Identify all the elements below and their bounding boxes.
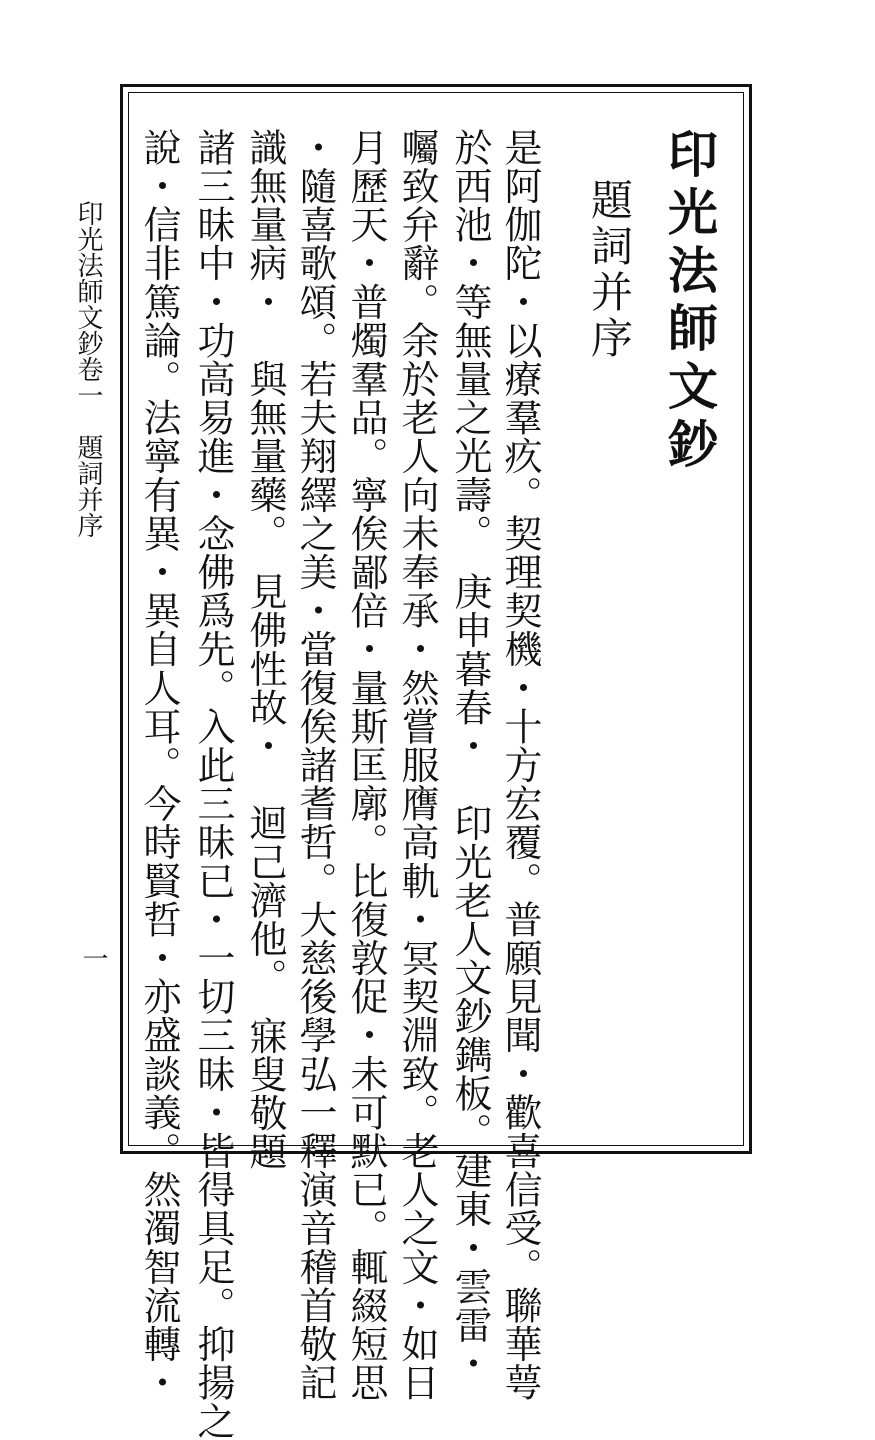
text-column: 於西池・等無量之光壽。 庚申暮春・ 印光老人文鈔鐫板。建東・雲雷・: [448, 128, 492, 1383]
text-column: 識無量病・ 與無量藥。 見佛性故・ 迴己濟他。 寐叟敬題: [243, 128, 287, 1171]
book-title: 印光法師文鈔: [660, 128, 719, 476]
margin-running-header: 印光法師文鈔卷一 題詞并序: [73, 200, 103, 538]
text-column: 是阿伽陀・以療羣疚。契理契機・十方宏覆。普願見聞・歡喜信受。聯華萼: [498, 128, 542, 1402]
text-column: 說・信非篤論。法寧有異・異自人耳。今時賢哲・亦盛談義。然濁智流轉・: [137, 128, 181, 1402]
text-column: 月歷天・普燭羣品。寧俟鄙倍・量斯匡廓。比復敦促・未可默已。輒綴短思: [344, 128, 388, 1402]
page-number: 一: [78, 945, 108, 971]
text-column: 諸三昧中・功高易進・念佛爲先。入此三昧已・一切三昧・皆得具足。抑揚之: [191, 128, 235, 1440]
section-title: 題詞并序: [585, 178, 634, 362]
text-column: ・隨喜歌頌。若夫翔繹之美・當復俟諸耆哲。大慈後學弘一釋演音稽首敬記: [293, 128, 337, 1402]
text-column: 囑致弁辭。余於老人向未奉承・然嘗服膺高軌・冥契淵致。老人之文・如日: [395, 128, 439, 1402]
